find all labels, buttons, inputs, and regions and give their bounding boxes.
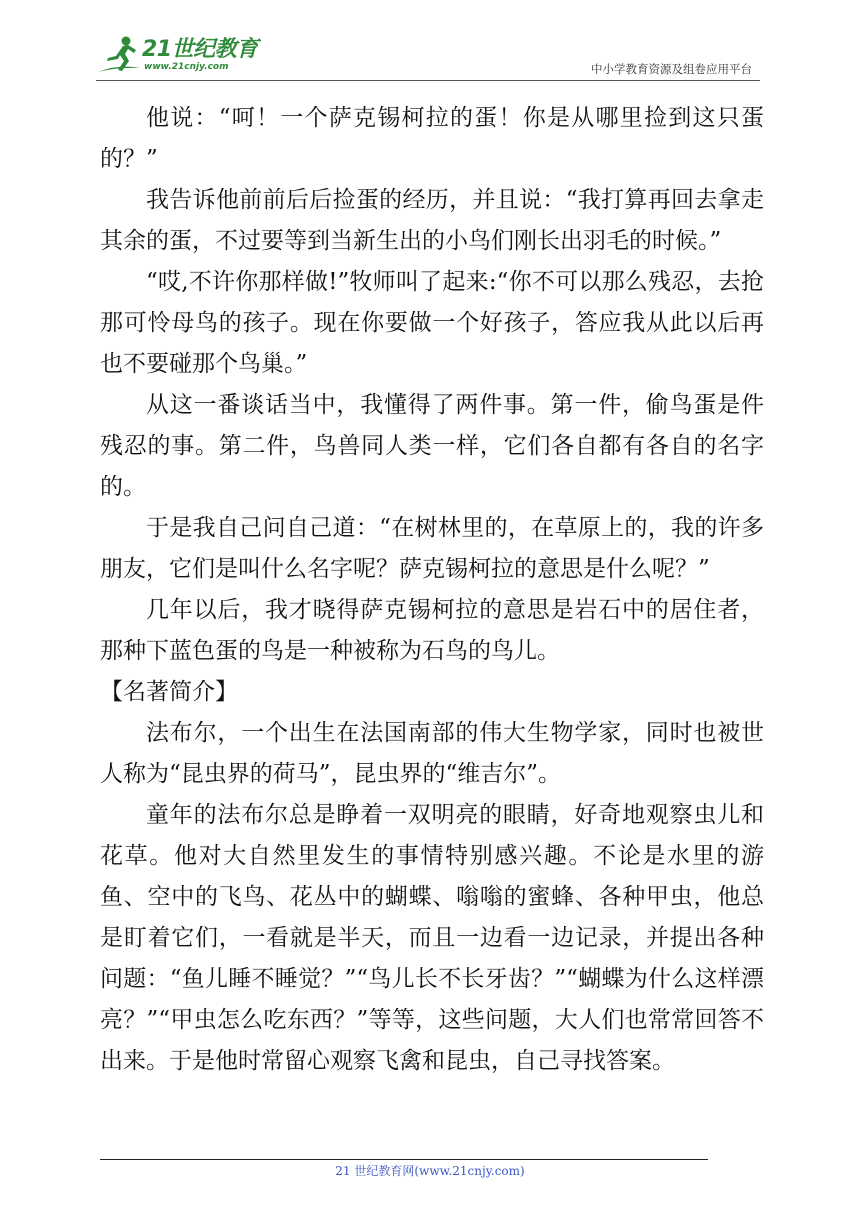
header-divider: [96, 80, 760, 81]
logo-text: 21世纪教育: [142, 37, 258, 62]
paragraph: “哎,不许你那样做!”牧师叫了起来:“你不可以那么残忍，去抢那可怜母鸟的孩子。现在你要做一个好孩子，答应我从此以后再也不要碰那个鸟巢。”: [100, 269, 764, 377]
paragraph: 法布尔，一个出生在法国南部的伟大生物学家，同时也被世人称为“昆虫界的荷马”，昆虫界的“维吉尔”。: [100, 720, 764, 787]
site-logo[interactable]: [96, 34, 266, 78]
header-tagline: 中小学教育资源及组卷应用平台: [591, 62, 752, 76]
paragraph: 他说：“呵！一个萨克锡柯拉的蛋！你是从哪里捡到这只蛋的？”: [100, 105, 764, 172]
footer-divider: [100, 1159, 708, 1160]
paragraph: 于是我自己问自己道：“在树林里的，在草原上的，我的许多朋友，它们是叫什么名字呢？萨克锡柯拉的意思是什么呢？”: [100, 515, 764, 582]
paragraph: 我告诉他前前后后捡蛋的经历，并且说：“我打算再回去拿走其余的蛋，不过要等到当新生出的小鸟们刚长出羽毛的时候。”: [100, 187, 764, 254]
paragraph: 从这一番谈话当中，我懂得了两件事。第一件，偷鸟蛋是件残忍的事。第二件，鸟兽同人类一样，它们各自都有各自的名字的。: [100, 392, 764, 500]
paragraph: 童年的法布尔总是睁着一双明亮的眼睛，好奇地观察虫儿和花草。他对大自然里发生的事情特别感兴趣。不论是水里的游鱼、空中的飞鸟、花丛中的蝴蝶、嗡嗡的蜜蜂、各种甲虫，他总是盯着它们，一看就是半天，而且一边看一边记录，并提出各种问题：“鱼儿睡不睡觉？”“鸟儿长不长牙齿？”“蝴蝶为什么这样漂亮？”“甲虫怎么吃东西？”等等，这些问题，大人们也常常回答不出来。于是他时常留心观察飞禽和昆虫，自己寻找答案。: [100, 802, 764, 1074]
section-title: 【名著简介】: [100, 679, 238, 705]
running-figure-icon: [96, 34, 142, 74]
page-header: [96, 24, 760, 80]
paragraph: 几年以后，我才晓得萨克锡柯拉的意思是岩石中的居住者，那种下蓝色蛋的鸟是一种被称为石鸟的鸟儿。: [100, 597, 764, 664]
footer-link[interactable]: 21 世纪教育网(www.21cnjy.com): [335, 1164, 525, 1178]
logo-url: www.21cnjy.com: [144, 62, 229, 72]
document-body: [100, 98, 764, 1082]
